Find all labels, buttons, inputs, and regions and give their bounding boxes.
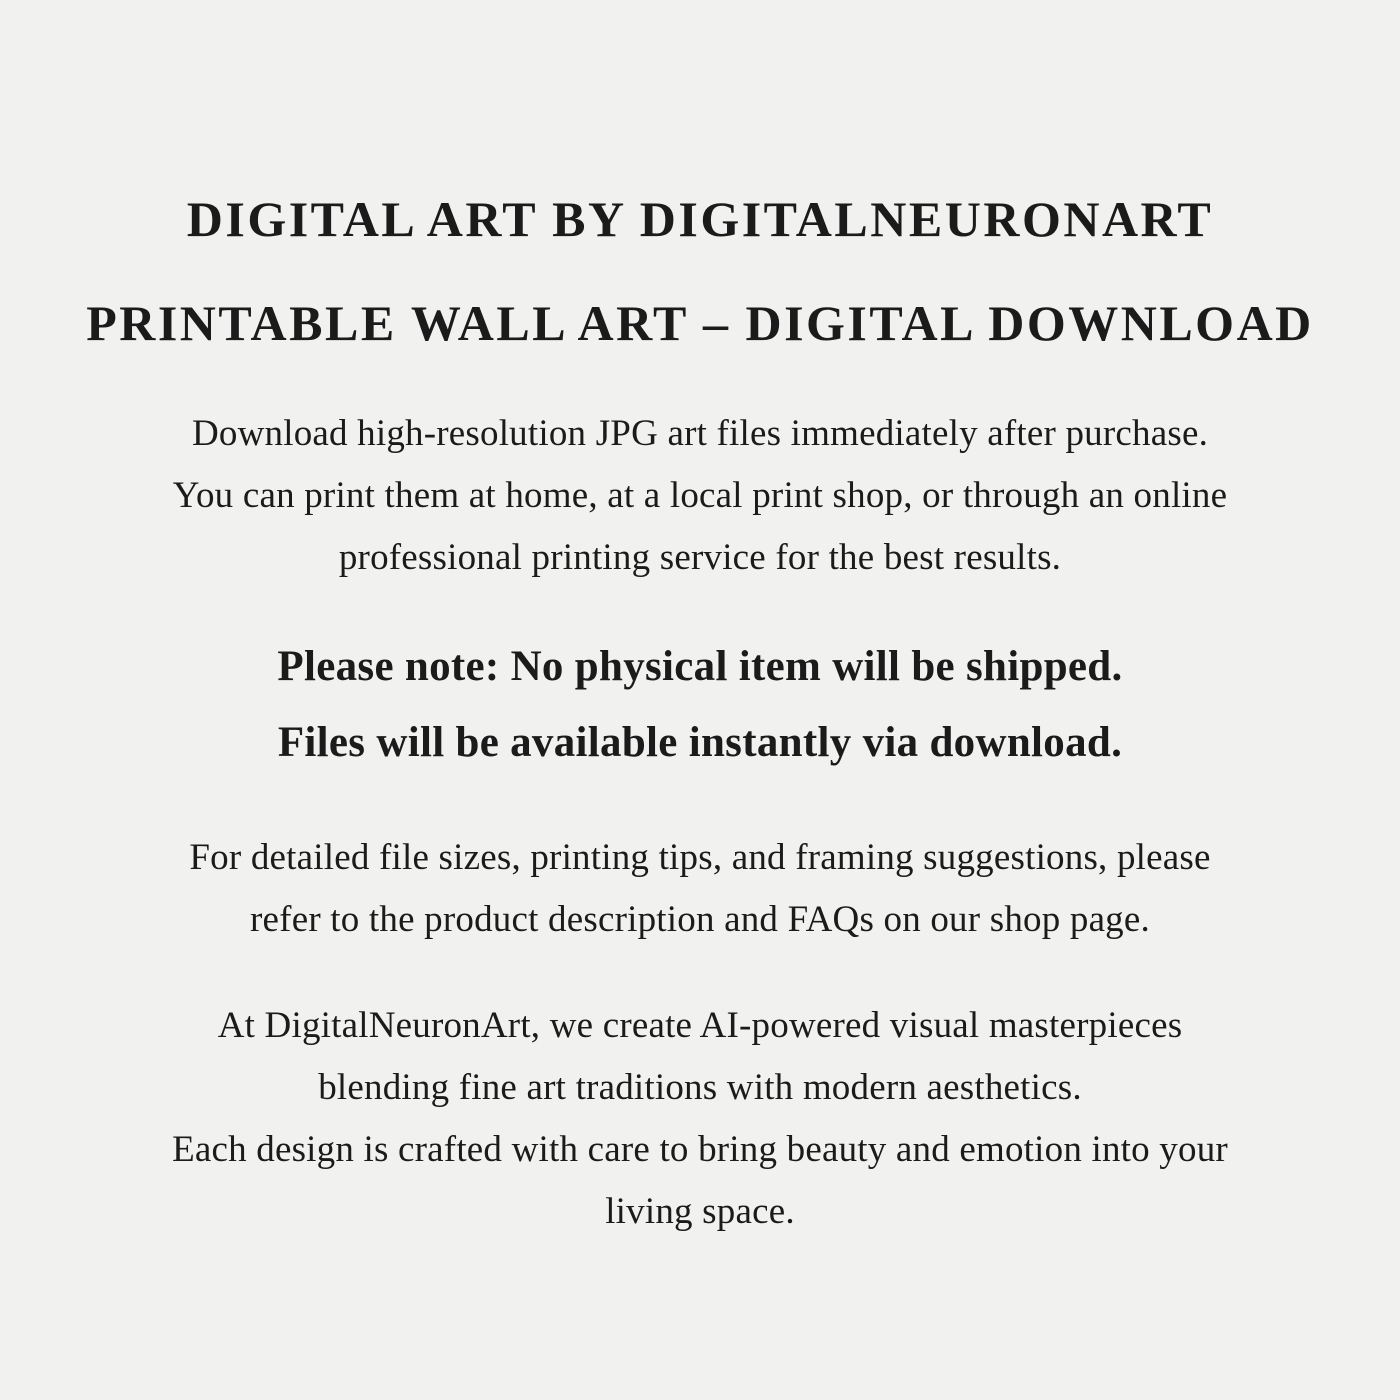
shipping-notice bbox=[40, 629, 1360, 781]
notice-line: Files will be available instantly via download. bbox=[277, 719, 1123, 766]
intro-line: professional printing service for the best results. bbox=[338, 537, 1062, 578]
about-paragraph bbox=[40, 995, 1360, 1243]
notice-line: Please note: No physical item will be shipped. bbox=[277, 643, 1123, 690]
about-line: Each design is crafted with care to bring beauty and emotion into your bbox=[172, 1129, 1228, 1170]
details-line: refer to the product description and FAQs on our shop page. bbox=[250, 899, 1150, 940]
about-line: blending fine art traditions with modern aesthetics. bbox=[318, 1067, 1082, 1108]
details-paragraph bbox=[40, 827, 1360, 951]
intro-paragraph bbox=[40, 403, 1360, 589]
title-line-brand: DIGITAL ART BY DIGITALNEURONART bbox=[186, 191, 1214, 247]
title-line-product: PRINTABLE WALL ART – DIGITAL DOWNLOAD bbox=[86, 295, 1314, 351]
details-line: For detailed file sizes, printing tips, and framing suggestions, please bbox=[189, 837, 1211, 878]
about-line: At DigitalNeuronArt, we create AI-powered visual masterpieces bbox=[217, 1005, 1183, 1046]
intro-line: Download high-resolution JPG art files immediately after purchase. bbox=[191, 413, 1209, 454]
about-line: living space. bbox=[605, 1191, 795, 1232]
intro-line: You can print them at home, at a local print shop, or through an online bbox=[172, 475, 1228, 516]
